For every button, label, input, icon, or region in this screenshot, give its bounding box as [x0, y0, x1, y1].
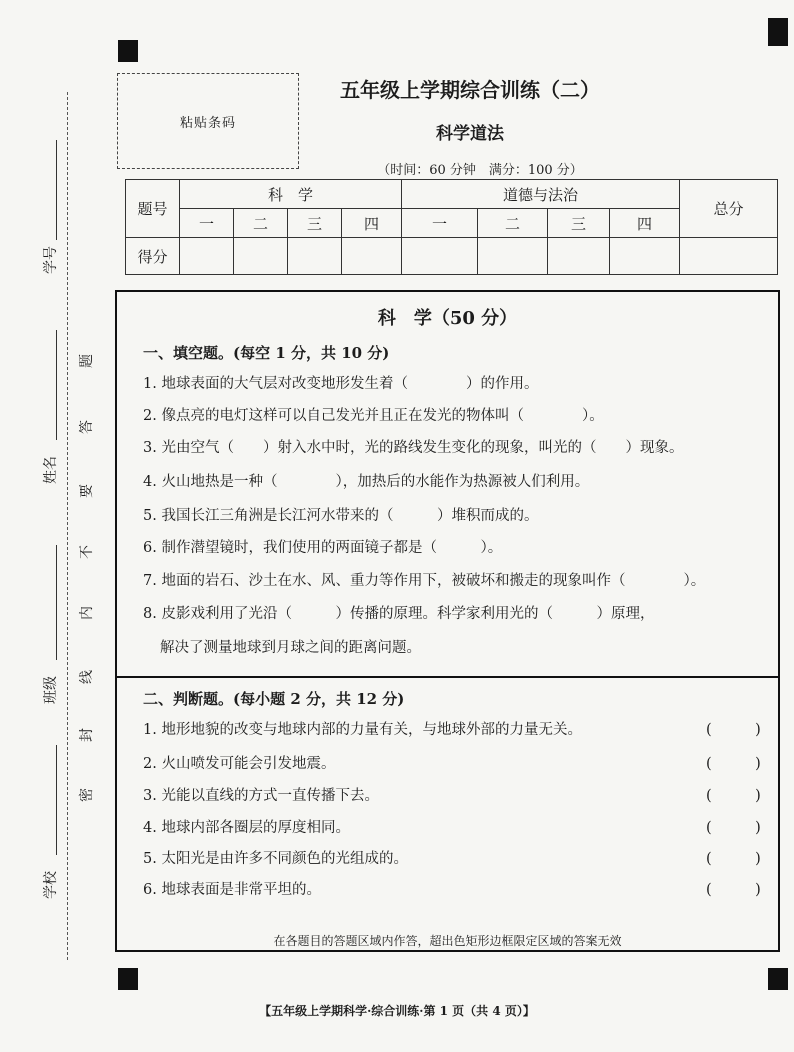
registration-mark-bottom-right	[768, 968, 788, 990]
tf-question: 4. 地球内部各圈层的厚度相同。	[143, 820, 350, 836]
seal-char: 题	[79, 354, 95, 368]
student-id-line[interactable]	[56, 140, 57, 240]
barcode-area	[117, 73, 299, 169]
page-subtitle: 科学道法	[436, 124, 504, 144]
science-col: 二	[234, 209, 288, 238]
morality-col: 四	[610, 209, 680, 238]
barcode-label: 粘贴条码	[179, 116, 236, 131]
school-label: 学校	[43, 871, 59, 899]
score-cell[interactable]	[680, 238, 778, 275]
tf-question: 6. 地球表面是非常平坦的。	[143, 882, 321, 898]
page-title: 五年级上学期综合训练（二）	[340, 78, 600, 102]
fill-question: 7. 地面的岩石、沙土在水、风、重力等作用下，被破坏和搬走的现象叫作（ ）。	[143, 573, 706, 589]
science-col: 四	[342, 209, 402, 238]
tf-question: 5. 太阳光是由许多不同颜色的光组成的。	[143, 851, 408, 867]
science-col: 一	[180, 209, 234, 238]
class-line[interactable]	[56, 545, 57, 660]
fill-question: 1. 地球表面的大气层对改变地形发生着（ ）的作用。	[143, 376, 539, 392]
registration-mark-bottom-left	[118, 968, 138, 990]
tf-question: 3. 光能以直线的方式一直传播下去。	[143, 788, 379, 804]
score-cell[interactable]	[548, 238, 610, 275]
science-col: 三	[288, 209, 342, 238]
morality-col: 二	[478, 209, 548, 238]
tf-question: 2. 火山喷发可能会引发地震。	[143, 756, 336, 772]
binding-dashed-line	[67, 92, 68, 960]
page-footer: 【五年级上学期科学·综合训练·第 1 页（共 4 页）】	[259, 1004, 535, 1018]
answer-area-note: 在各题目的答题区域内作答，超出色矩形边框限定区域的答案无效	[273, 934, 622, 948]
tf-answer-blank[interactable]: ( )	[706, 820, 761, 836]
science-header: 科 学	[180, 180, 402, 209]
seal-char: 答	[79, 420, 95, 434]
morality-header: 道德与法治	[402, 180, 680, 209]
seal-char: 要	[79, 484, 95, 498]
fill-question: 3. 光由空气（ ）射入水中时，光的路线发生变化的现象，叫光的（ ）现象。	[143, 440, 684, 456]
registration-mark-top-left	[118, 40, 138, 62]
science-section-title: 科 学（50 分）	[377, 308, 518, 329]
seal-char: 封	[79, 728, 95, 742]
score-cell[interactable]	[180, 238, 234, 275]
seal-char: 不	[79, 545, 95, 559]
score-cell[interactable]	[342, 238, 402, 275]
morality-col: 三	[548, 209, 610, 238]
tf-question: 1. 地形地貌的改变与地球内部的力量有关，与地球外部的力量无关。	[143, 722, 582, 738]
fill-in-heading: 一、填空题。(每空 1 分，共 10 分)	[143, 344, 390, 362]
tf-answer-blank[interactable]: ( )	[706, 788, 761, 804]
seal-char: 内	[79, 606, 95, 620]
seal-char: 密	[79, 788, 95, 802]
name-line[interactable]	[56, 330, 57, 440]
tf-answer-blank[interactable]: ( )	[706, 851, 761, 867]
score-table	[125, 179, 778, 275]
tf-answer-blank[interactable]: ( )	[706, 882, 761, 898]
school-line[interactable]	[56, 745, 57, 855]
score-cell[interactable]	[288, 238, 342, 275]
score-cell[interactable]	[234, 238, 288, 275]
fill-question: 6. 制作潜望镜时，我们使用的两面镜子都是（ ）。	[143, 540, 503, 556]
score-cell[interactable]	[610, 238, 680, 275]
score-cell[interactable]	[402, 238, 478, 275]
name-label: 姓名	[43, 456, 59, 484]
section-divider	[115, 676, 780, 678]
class-label: 班级	[43, 676, 59, 704]
score-cell[interactable]	[478, 238, 548, 275]
tf-answer-blank[interactable]: ( )	[706, 756, 761, 772]
fill-question: 2. 像点亮的电灯这样可以自己发光并且正在发光的物体叫（ ）。	[143, 408, 604, 424]
row-label-score: 得分	[126, 238, 180, 275]
fill-question: 4. 火山地热是一种（ ），加热后的水能作为热源被人们利用。	[143, 474, 590, 490]
time-info: （时间：60 分钟 满分：100 分）	[377, 163, 583, 178]
seal-char: 线	[79, 670, 95, 684]
total-header: 总分	[680, 180, 778, 238]
morality-col: 一	[402, 209, 478, 238]
fill-question-continued: 解决了测量地球到月球之间的距离问题。	[160, 640, 421, 656]
tf-answer-blank[interactable]: ( )	[706, 722, 761, 738]
row-label-title: 题号	[126, 180, 180, 238]
fill-question: 8. 皮影戏利用了光沿（ ）传播的原理。科学家利用光的（ ）原理，	[143, 606, 655, 622]
fill-question: 5. 我国长江三角洲是长江河水带来的（ ）堆积而成的。	[143, 508, 539, 524]
student-id-label: 学号	[43, 246, 59, 274]
true-false-heading: 二、判断题。(每小题 2 分，共 12 分)	[143, 690, 405, 708]
registration-mark-top-right	[768, 18, 788, 46]
